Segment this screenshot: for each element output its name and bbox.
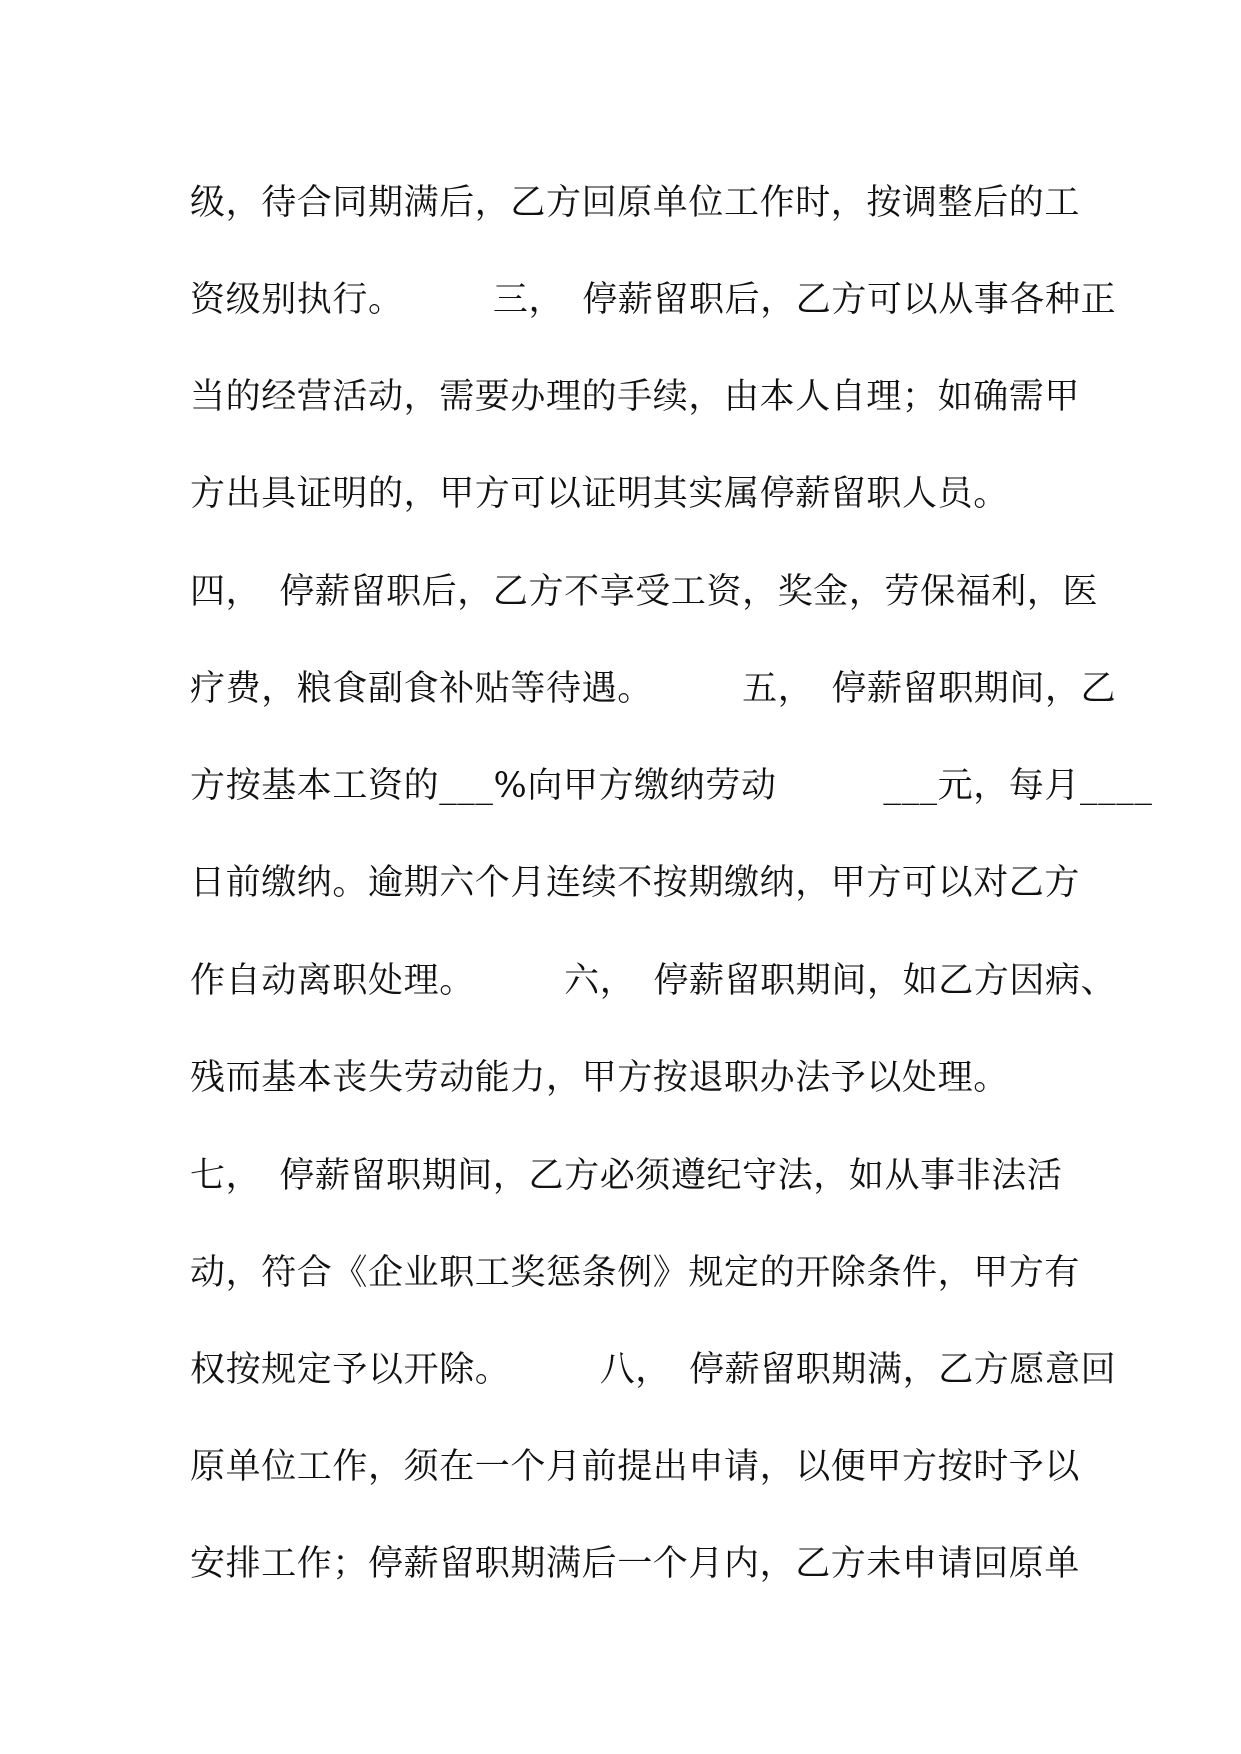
text-line: 四， 停薪留职后，乙方不享受工资，奖金，劳保福利，医 <box>190 572 1099 612</box>
text-line: 资级别执行。 三， 停薪留职后，乙方可以从事各种正 <box>190 280 1117 320</box>
text-line: 权按规定予以开除。 八， 停薪留职期满，乙方愿意回 <box>190 1350 1117 1390</box>
text-line: 七， 停薪留职期间，乙方必须遵纪守法，如从事非法活 <box>190 1156 1063 1196</box>
text-line: 方按基本工资的___%向甲方缴纳劳动 ___元，每月____ <box>190 766 1153 806</box>
text-line: 当的经营活动，需要办理的手续，由本人自理；如确需甲 <box>190 377 1081 417</box>
text-line: 疗费，粮食副食补贴等待遇。 五， 停薪留职期间，乙 <box>190 669 1117 709</box>
text-line: 作自动离职处理。 六， 停薪留职期间，如乙方因病、 <box>190 961 1117 1001</box>
text-line: 安排工作；停薪留职期满后一个月内，乙方未申请回原单 <box>190 1544 1081 1584</box>
text-line: 方出具证明的，甲方可以证明其实属停薪留职人员。 <box>190 474 1009 514</box>
text-line: 动，符合《企业职工奖惩条例》规定的开除条件，甲方有 <box>190 1253 1081 1293</box>
text-line: 原单位工作，须在一个月前提出申请，以便甲方按时予以 <box>190 1447 1081 1487</box>
text-line: 级，待合同期满后，乙方回原单位工作时，按调整后的工 <box>190 183 1081 223</box>
text-line: 残而基本丧失劳动能力，甲方按退职办法予以处理。 <box>190 1058 1009 1098</box>
text-line: 日前缴纳。逾期六个月连续不按期缴纳，甲方可以对乙方 <box>190 863 1081 903</box>
